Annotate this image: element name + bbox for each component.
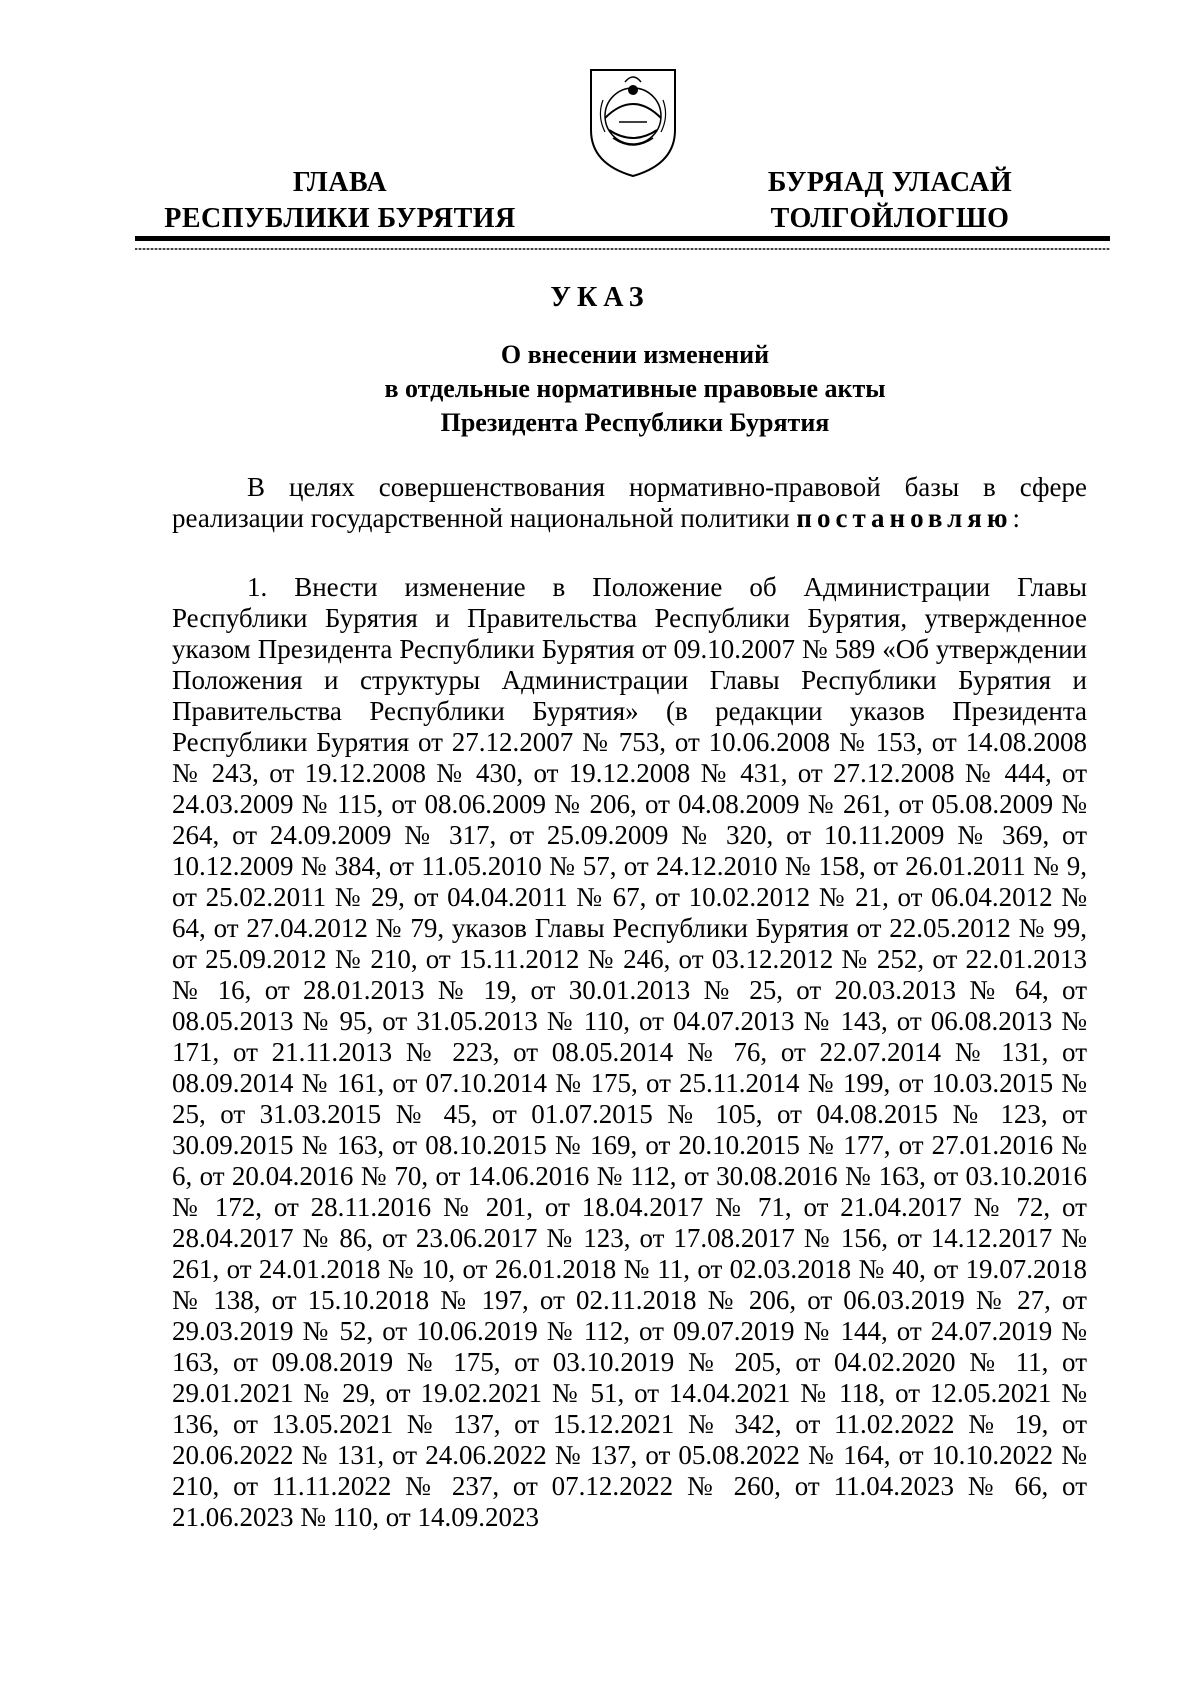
issuer-header-russian	[130, 165, 550, 237]
preamble-text: В целях совершенствования нормативно-правовой базы в сфере реализации государственной национальной политики	[172, 472, 1087, 533]
issuer-line-2-buryat: ТОЛГОЙЛОГШО	[770, 203, 1010, 234]
header-divider-thick	[135, 236, 1110, 241]
subject-line-1: О внесении изменений	[500, 340, 770, 369]
document-subject	[200, 338, 1070, 440]
subject-line-2: в отдельные нормативные правовые акты	[384, 374, 886, 403]
issuer-header-buryat	[700, 165, 1080, 237]
header-divider-thin	[135, 248, 1110, 250]
paragraph-1-text: 1. Внести изменение в Положение об Администрации Главы Республики Бурятия и Правительства Республики Бурятия, утвержденное указом Президента Республики Бурятия от 09.10.2007 № 589 «Об утверждении Положения и структуры Администрации Главы Республики Бурятия и Правительства Республики Бурятия» (в редакции указов Президента Республики Бурятия от 27.12.2007 № 753, от 10.06.2008 № 153, от 14.08.2008 № 243, от 19.12.2008 № 430, от 19.12.2008 № 431, от 27.12.2008 № 444, от 24.03.2009 № 115, от 08.06.2009 № 206, от 04.08.2009 № 261, от 05.08.2009 № 264, от 24.09.2009 № 317, от 25.09.2009 № 320, от 10.11.2009 № 369, от 10.12.2009 № 384, от 11.05.2010 № 57, от 24.12.2010 № 158, от 26.01.2011 № 9, от 25.02.2011 № 29, от 04.04.2011 № 67, от 10.02.2012 № 21, от 06.04.2012 № 64, от 27.04.2012 № 79, указов Главы Республики Бурятия от 22.05.2012 № 99, от 25.09.2012 № 210, от 15.11.2012 № 246, от 03.12.2012 № 252, от 22.01.2013 № 16, от 28.01.2013 № 19, от 30.01.2013 № 25, от 20.03.2013 № 64, от 08.05.2013 № 95, от 31.05.2013 № 110, от 04.07.2013 № 143, от 06.08.2013 № 171, от 21.11.2013 № 223, от 08.05.2014 № 76, от 22.07.2014 № 131, от 08.09.2014 № 161, от 07.10.2014 № 175, от 25.11.2014 № 199, от 10.03.2015 № 25, от 31.03.2015 № 45, от 01.07.2015 № 105, от 04.08.2015 № 123, от 30.09.2015 № 163, от 08.10.2015 № 169, от 20.10.2015 № 177, от 27.01.2016 № 6, от 20.04.2016 № 70, от 14.06.2016 № 112, от 30.08.2016 № 163, от 03.10.2016 № 172, от 28.11.2016 № 201, от 18.04.2017 № 71, от 21.04.2017 № 72, от 28.04.2017 № 86, от 23.06.2017 № 123, от 17.08.2017 № 156, от 14.12.2017 № 261, от 24.01.2018 № 10, от 26.01.2018 № 11, от 02.03.2018 № 40, от 19.07.2018 № 138, от 15.10.2018 № 197, от 02.11.2018 № 206, от 06.03.2019 № 27, от 29.03.2019 № 52, от 10.06.2019 № 112, от 09.07.2019 № 144, от 24.07.2019 № 163, от 09.08.2019 № 175, от 03.10.2019 № 205, от 04.02.2020 № 11, от 29.01.2021 № 29, от 19.02.2021 № 51, от 14.04.2021 № 118, от 12.05.2021 № 136, от 13.05.2021 № 137, от 15.12.2021 № 342, от 11.02.2022 № 19, от 20.06.2022 № 131, от 24.06.2022 № 137, от 05.08.2022 № 164, от 10.10.2022 № 210, от 11.11.2022 № 237, от 07.12.2022 № 260, от 11.04.2023 № 66, от 21.06.2023 № 110, от 14.09.2023	[172, 572, 1087, 1532]
subject-line-3: Президента Республики Бурятия	[440, 408, 830, 437]
preamble-tail: :	[1012, 503, 1021, 533]
issuer-line-2: РЕСПУБЛИКИ БУРЯТИЯ	[164, 203, 516, 234]
paragraph-1	[172, 572, 1087, 1533]
preamble-paragraph	[172, 472, 1087, 534]
issuer-line-1-buryat: БУРЯАД УЛАСАЙ	[767, 167, 1013, 198]
decree-word: постановляю	[796, 503, 1013, 533]
document-title: УКАЗ	[550, 282, 650, 313]
issuer-line-1: ГЛАВА	[292, 167, 388, 198]
coat-of-arms-icon	[583, 60, 683, 180]
